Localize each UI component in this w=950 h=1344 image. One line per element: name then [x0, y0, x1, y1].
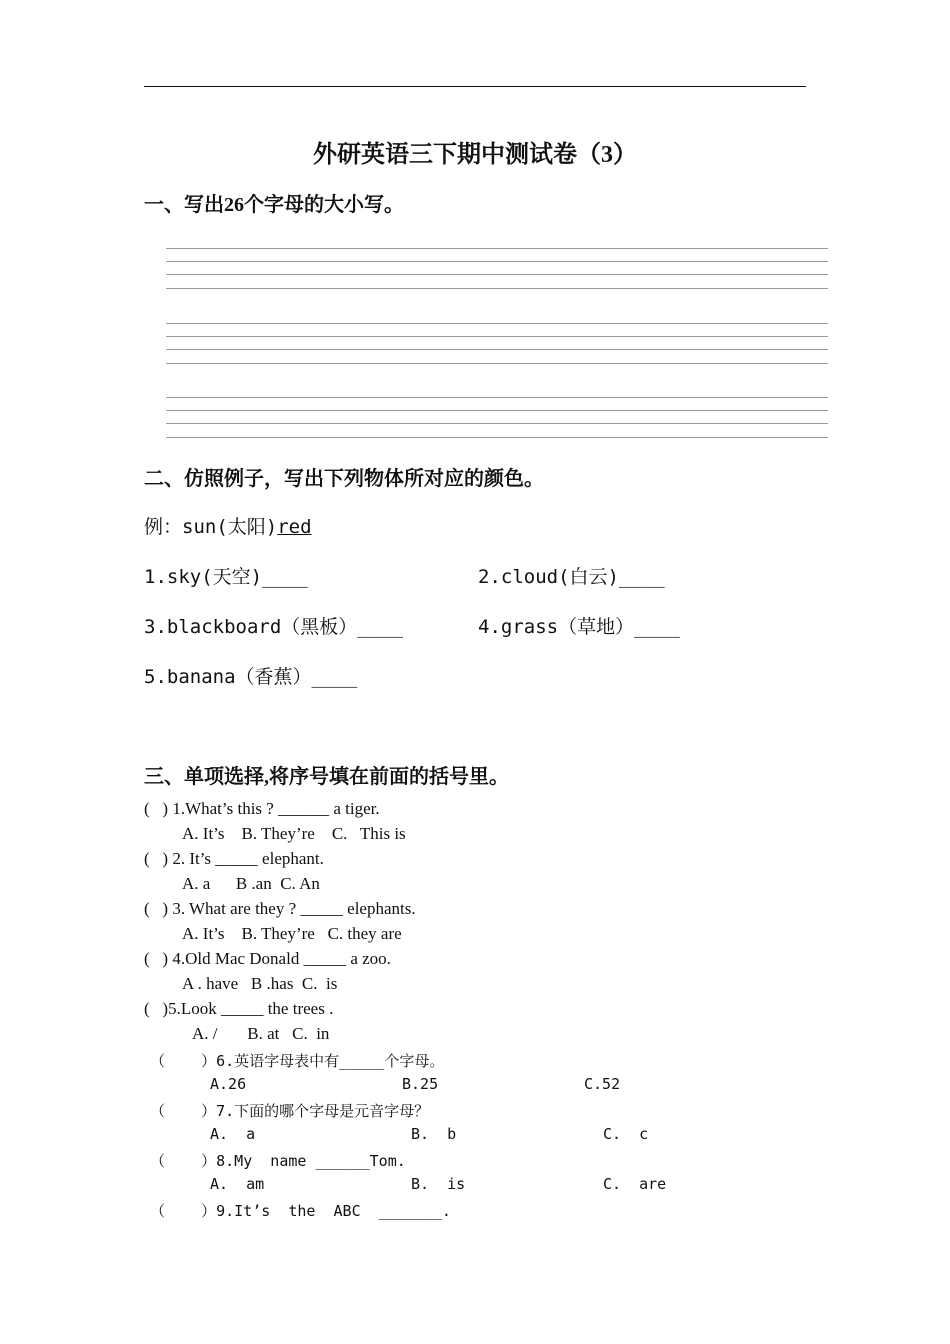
question-6-option-b: B.25 [402, 1075, 439, 1093]
question-8[interactable]: （ ）8.My name ______Tom. [150, 1152, 406, 1170]
question-8-option-a: A. am [210, 1175, 265, 1193]
question-5[interactable]: ( )5.Look _____ the trees . [144, 999, 334, 1018]
question-7-option-c: C. c [603, 1125, 649, 1143]
example-prefix: 例：sun(太阳) [144, 516, 278, 538]
section1-heading: 一、写出26个字母的大小写。 [144, 194, 404, 216]
page-title: 外研英语三下期中测试卷（3） [313, 142, 637, 168]
color-item-4[interactable]: 4.grass（草地）____ [478, 616, 680, 638]
color-item-3[interactable]: 3.blackboard（黑板）____ [144, 616, 404, 638]
header-rule [144, 86, 806, 87]
section3-heading: 三、单项选择,将序号填在前面的括号里。 [144, 766, 509, 788]
section2-heading: 二、仿照例子，写出下列物体所对应的颜色。 [144, 468, 544, 490]
question-1[interactable]: ( ) 1.What’s this ? ______ a tiger. [144, 799, 380, 818]
question-6-option-a: A.26 [210, 1075, 247, 1093]
question-4[interactable]: ( ) 4.Old Mac Donald _____ a zoo. [144, 949, 391, 968]
question-2[interactable]: ( ) 2. It’s _____ elephant. [144, 849, 324, 868]
question-7-option-a: A. a [210, 1125, 256, 1143]
example-line [144, 512, 312, 539]
question-6[interactable]: （ ）6.英语字母表中有_____个字母。 [150, 1052, 445, 1070]
question-5-options: A. / B. at C. in [192, 1024, 330, 1043]
question-7-option-b: B. b [411, 1125, 457, 1143]
question-3-options: A. It’s B. They’re C. they are [182, 924, 402, 943]
question-7[interactable]: （ ）7.下面的哪个字母是元音字母？ [150, 1102, 430, 1120]
question-8-option-c: C. are [603, 1175, 667, 1193]
color-item-1[interactable]: 1.sky(天空)____ [144, 566, 308, 588]
color-item-2[interactable]: 2.cloud(白云)____ [478, 566, 665, 588]
question-6-option-c: C.52 [584, 1075, 621, 1093]
question-8-option-b: B. is [411, 1175, 466, 1193]
question-4-options: A . have B .has C. is [182, 974, 338, 993]
example-answer: red [277, 516, 312, 538]
question-9[interactable]: （ ）9.It’s the ABC _______. [150, 1202, 451, 1220]
question-3[interactable]: ( ) 3. What are they ? _____ elephants. [144, 899, 416, 918]
question-1-options: A. It’s B. They’re C. This is [182, 824, 406, 843]
color-item-5[interactable]: 5.banana（香蕉）____ [144, 666, 358, 688]
question-2-options: A. a B .an C. An [182, 874, 320, 893]
